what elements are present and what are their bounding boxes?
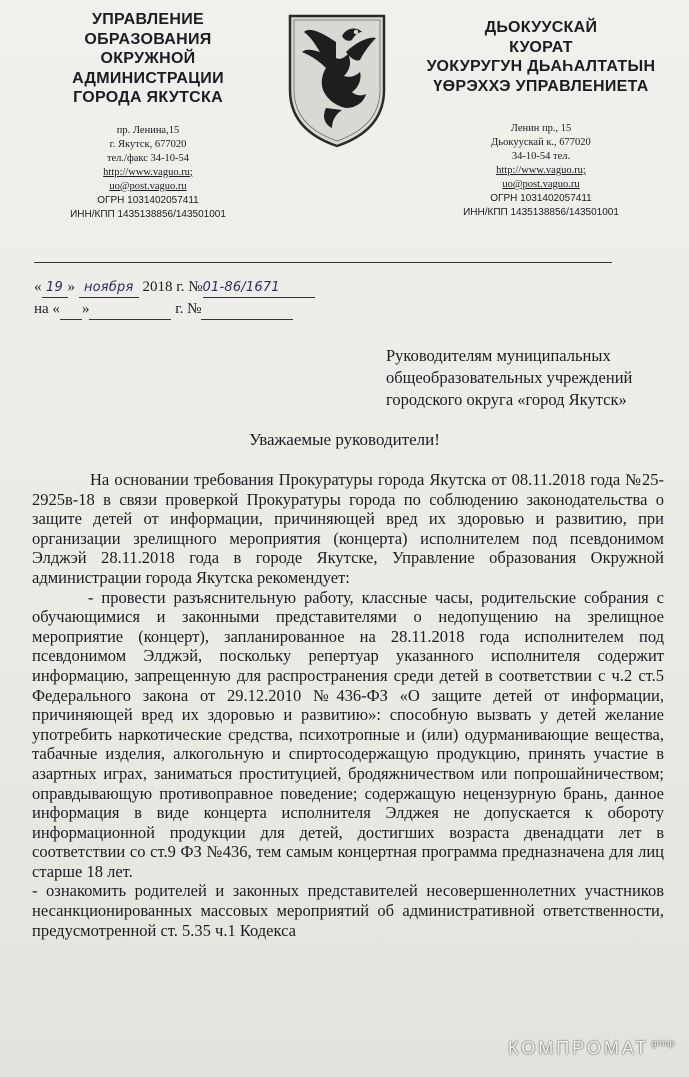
recommendation-item: - ознакомить родителей и законных представителей несовершеннолетних участников несанкционированных массовых мероприятий об административной ответственности, предусмотренной ст. 5.35 ч.1 Кодекса (32, 881, 664, 940)
watermark-text: КОМПРОМАТ (508, 1038, 650, 1058)
left-website-link[interactable]: http://www.vaguo.ru; (103, 166, 193, 178)
right-inn: ИНН/КПП 1435138856/143501001 (463, 207, 619, 218)
ref-month-blank (89, 300, 171, 320)
dateline (34, 278, 315, 320)
ref-day-blank (60, 300, 82, 320)
ref-year: г. № (175, 301, 202, 317)
left-contacts (42, 124, 254, 222)
addressee-line: Руководителям муниципальных (386, 346, 611, 365)
right-org-line: УОКУРУГУН ДЬАҺАЛТАТЫН (426, 58, 656, 75)
ref-prefix: на « (34, 301, 60, 317)
left-phone: тел./факс 34-10-54 (106, 152, 190, 164)
date-open-quote: « (34, 279, 42, 295)
watermark (508, 1038, 674, 1059)
greeting: Уважаемые руководители! (249, 430, 440, 449)
left-address-street: пр. Ленина,15 (116, 124, 180, 136)
right-org-line: ДЬОКУУСКАЙ (484, 19, 598, 36)
recommendation-item: - провести разъяснительную работу, классные часы, родительские собрания с обучающимися и законными представителями о недопущению на зрелищное мероприятие (концерт), запланированное на 28.11.2018 года исполнителем под псевдонимом Элджэй, поскольку репертуар указанного исполнителя содержит информацию, запрещенную для распространения среди детей в соответствии с ч.2 ст.5 Федерального закона от 29.12.2010 №436-ФЗ «О защите детей от информации, причиняющей вред их здоровью и развитию»: способную вызвать у детей желание употребить наркотические средства, психотропные и (или) одурманивающие вещества, табачные изделия, алкогольную и спиртосодержащую продукцию, принять участие в азартных играх, заниматься проституцией, бродяжничеством или попрошайничеством; оправдывающую противоправное поведение; содержащую нецензурную брань, данное информация в виде концерта исполнителя Элджея не допускается к обороту информационной продукции для детей, достигших возраста двенадцати лет в соответствии со ст.9 ФЗ №436, тем самым концертная программа предназначена для лиц старше 18 лет. (32, 587, 664, 881)
outgoing-date-row (34, 278, 315, 298)
header-divider (34, 262, 612, 263)
left-inn: ИНН/КПП 1435138856/143501001 (70, 208, 226, 220)
right-phone: 34-10-54 тел. (511, 151, 571, 162)
left-org-line: ОБРАЗОВАНИЯ (84, 30, 212, 48)
date-year: 2018 г. (142, 279, 185, 295)
left-header (42, 10, 254, 222)
addressee-line: городского округа «город Якутск» (386, 390, 627, 409)
left-org-line: УПРАВЛЕНИЕ (91, 11, 205, 28)
left-ogrn: ОГРН 1031402057411 (97, 194, 199, 206)
left-org-line: АДМИНИСТРАЦИИ (72, 69, 224, 87)
right-ogrn: ОГРН 1031402057411 (490, 193, 592, 204)
addressee-block (386, 345, 686, 411)
left-org-line: ОКРУЖНОЙ (100, 50, 196, 67)
date-day: 19 (42, 278, 68, 298)
reference-row (34, 300, 315, 320)
outgoing-number: 01-86/1671 (203, 278, 315, 298)
right-email-link[interactable]: uo@post.vaguo.ru (502, 179, 580, 190)
right-header (410, 18, 672, 220)
left-address-city: г. Якутск, 677020 (109, 138, 187, 150)
ref-mid: » (81, 301, 90, 317)
right-address-city: Дьокуускай к., 677020 (491, 137, 591, 148)
right-org-line: КУОРАТ (509, 38, 573, 56)
number-label: № (188, 279, 203, 295)
right-website-link[interactable]: http://www.vaguo.ru; (496, 165, 586, 176)
right-address-street: Ленин пр., 15 (510, 123, 572, 134)
date-month: ноября (79, 278, 139, 298)
addressee-line: общеобразовательных учреждений (386, 368, 633, 387)
right-org-line: ҮӨРЭХХЭ УПРАВЛЕНИЕТА (433, 77, 649, 95)
ref-number-blank (201, 300, 293, 320)
left-email-link[interactable]: uo@post.vaguo.ru (109, 180, 187, 192)
right-contacts (410, 122, 672, 220)
intro-paragraph: На основании требования Прокуратуры города Якутска от 08.11.2018 года №25-2925в-18 в связи проверкой Прокуратуры города по соблюдению законодательства о защите детей от информации, причиняющей вред их здоровью и развитию, при организации зрелищного мероприятия (концерта) исполнителем под псевдонимом Элджэй 28.11.2018 года в городе Якутске, Управление образования Окружной администрации города Якутска рекомендует: (32, 470, 664, 587)
coat-of-arms-icon (286, 12, 388, 150)
watermark-small: group (651, 1038, 675, 1048)
date-close-quote: » (67, 279, 75, 295)
left-org-line: ГОРОДА ЯКУТСКА (73, 89, 223, 106)
letter-body (32, 470, 664, 940)
